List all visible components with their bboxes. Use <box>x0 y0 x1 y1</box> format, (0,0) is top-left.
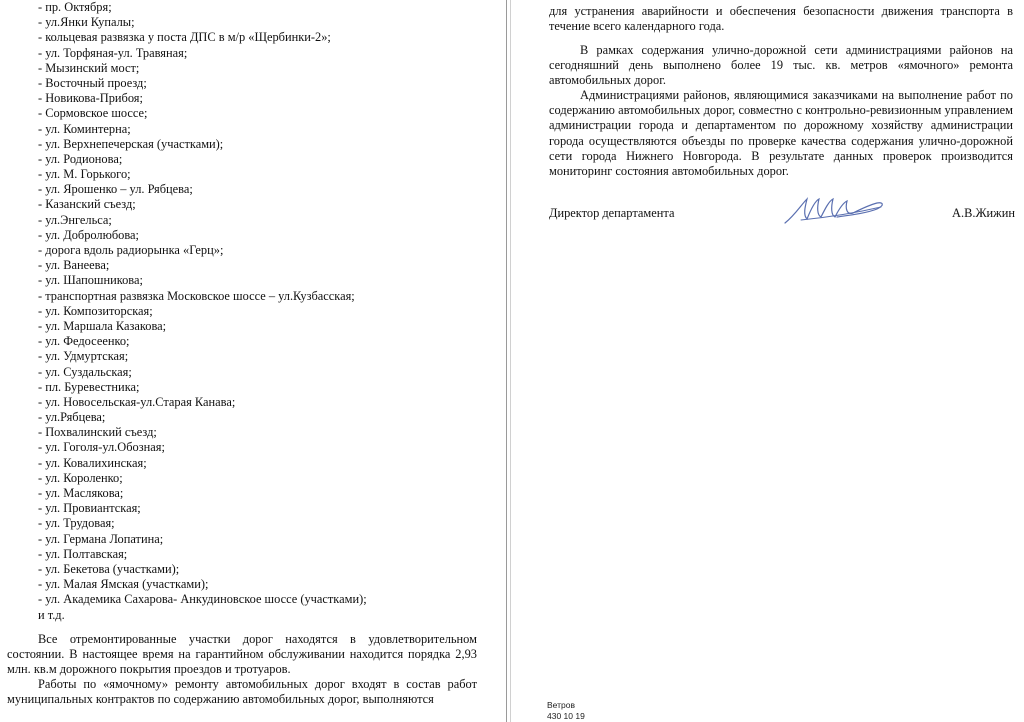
street-list-item: - ул. Провиантская; <box>38 501 141 516</box>
street-list-item: - Мызинский мост; <box>38 60 140 75</box>
paragraph-repaired-sections: Все отремонтированные участки дорог находятся в удовлетворительном состоянии. В настоящее время на гарантийном обслуживании находится порядка 2,93 млн. кв.м дорожного покрытия проездов и тротуаров. <box>7 632 477 677</box>
paragraph-district-maintenance: В рамках содержания улично-дорожной сети администрациями районов на сегодняшний день выполнено более 19 тыс. кв. метров «ямочного» ремонта автомобильных дорог. <box>549 43 1013 88</box>
street-list-item: - ул. Трудовая; <box>38 516 115 531</box>
paragraph-inspections: Администрациями районов, являющимися заказчиками на выполнение работ по содержанию автомобильных дорог, совместно с контрольно-ревизионным управлением администрации города и департаментом по дорожному хозяйству администрации города осуществляются объезды по проверке качества содержания улично-дорожной сети города Нижнего Новгорода. В результате данных проверок производится мониторинг состояния автомобильных дорог. <box>549 88 1013 179</box>
street-list-item: - дорога вдоль радиорынка «Герц»; <box>38 243 224 257</box>
street-list-item: - пр. Октября; <box>38 0 112 14</box>
street-list-item: - ул. Торфяная-ул. Травяная; <box>38 45 188 60</box>
street-list-item: - Сормовское шоссе; <box>38 106 148 121</box>
street-list-item: - ул. Композиторская; <box>38 303 153 318</box>
street-list-item: - кольцевая развязка у поста ДПС в м/р «Щербинки-2»; <box>38 30 331 45</box>
street-list-item: - ул. Новосельская-ул.Старая Канава; <box>38 394 236 409</box>
street-list-item: - ул. Удмуртская; <box>38 349 129 364</box>
street-list-item: - ул. Маршала Казакова; <box>38 318 167 333</box>
street-list-item: - ул.Рябцева; <box>38 410 106 425</box>
right-page <box>511 0 1024 722</box>
street-list-item: - ул. Академика Сахарова- Анкудиновское шоссе (участками); <box>38 592 367 607</box>
street-list-item: - пл. Буревестника; <box>38 379 140 394</box>
street-list-item: - ул. Суздальская; <box>38 364 132 379</box>
street-list-item: - ул. Верхнепечерская (участками); <box>38 136 224 151</box>
street-list-item: - ул.Энгельса; <box>38 212 112 227</box>
street-list-item: - ул. Германа Лопатина; <box>38 531 164 546</box>
street-list-item: - Новикова-Прибоя; <box>38 91 143 106</box>
street-list-item: - ул. Гоголя-ул.Обозная; <box>38 440 165 455</box>
street-list-item: - ул. Добролюбова; <box>38 227 139 242</box>
footer-phone: 430 10 19 <box>547 711 585 721</box>
footer-contact <box>547 700 585 722</box>
street-list-item: - ул. Федосеенко; <box>38 334 130 349</box>
street-list-item: и т.д. <box>38 607 65 622</box>
street-list-item: - ул. Бекетова (участками); <box>38 561 180 576</box>
street-list-item: - ул. Шапошникова; <box>38 273 143 288</box>
paragraph-continuation: для устранения аварийности и обеспечения безопасности движения транспорта в течение всего календарного года. <box>549 4 1013 34</box>
street-list-item: - Казанский съезд; <box>38 197 136 212</box>
street-list-item: - ул.Янки Купалы; <box>38 15 135 30</box>
street-list-item: - транспортная развязка Московское шоссе – ул.Кузбасская; <box>38 288 355 303</box>
signature-title: Директор департамента <box>549 206 675 220</box>
signature-block <box>549 206 1015 228</box>
street-list-item: - Похвалинский съезд; <box>38 425 157 440</box>
street-list-item: - ул. Ковалихинская; <box>38 455 147 470</box>
street-list-item: - ул. Маслякова; <box>38 486 124 500</box>
street-list-item: - ул. М. Горького; <box>38 167 131 182</box>
street-list-item: - ул. Ванеева; <box>38 258 110 273</box>
street-list-item: - ул. Короленко; <box>38 470 123 485</box>
paragraph-pothole-repair: Работы по «ямочному» ремонту автомобильных дорог входят в состав работ муниципальных контрактов по содержанию автомобильных дорог, выполняются <box>7 677 477 707</box>
street-list-item: - ул. Малая Ямская (участками); <box>38 577 209 592</box>
signature-name: А.В.Жижин <box>952 206 1015 220</box>
left-page <box>0 0 506 722</box>
street-list-item: - ул. Коминтерна; <box>38 121 131 136</box>
handwritten-signature <box>781 193 891 227</box>
street-list-item: - ул. Родионова; <box>38 151 123 166</box>
street-list <box>38 0 367 623</box>
footer-author: Ветров <box>547 700 575 710</box>
street-list-item: - Восточный проезд; <box>38 75 147 90</box>
street-list-item: - ул. Полтавская; <box>38 546 128 561</box>
street-list-item: - ул. Ярошенко – ул. Рябцева; <box>38 182 193 197</box>
